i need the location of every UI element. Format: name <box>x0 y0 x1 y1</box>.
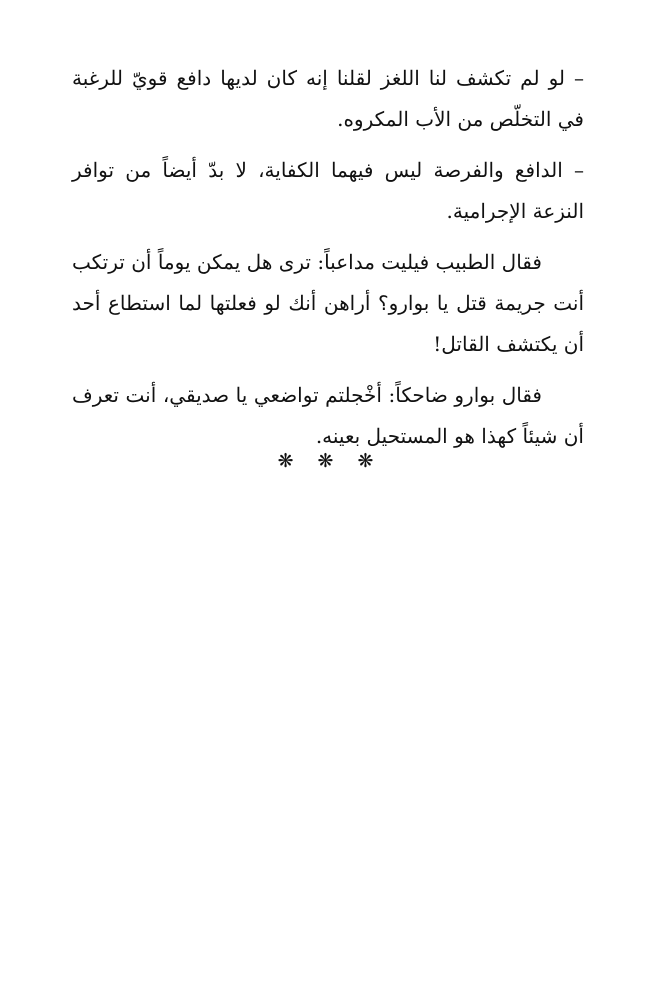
narrative-paragraph-1: فقال الطبيب فيليت مداعباً: ترى هل يمكن يوماً أن ترتكب أنت جريمة قتل يا بوارو؟ أراهن أنك لو فعلتها لما استطاع أحد أن يكتشف القاتل! <box>72 250 584 356</box>
dialogue-paragraph-1: – لو لم تكشف لنا اللغز لقلنا إنه كان لديها دافع قويّ للرغبة في التخلّص من الأب المكروه. <box>72 66 584 131</box>
separator-ornament-3: ❋ <box>277 450 294 472</box>
separator-ornament-1: ❋ <box>357 450 374 472</box>
narrative-paragraph-2: فقال بوارو ضاحكاً: أخْجلتم تواضعي يا صديقي، أنت تعرف أن شيئاً كهذا هو المستحيل بعينه. <box>72 383 584 448</box>
text-body <box>72 58 584 467</box>
section-separator <box>0 450 651 472</box>
separator-ornament-2: ❋ <box>317 450 334 472</box>
dialogue-paragraph-2: – الدافع والفرصة ليس فيهما الكفاية، لا بدّ أيضاً من توافر النزعة الإجرامية. <box>72 158 584 223</box>
